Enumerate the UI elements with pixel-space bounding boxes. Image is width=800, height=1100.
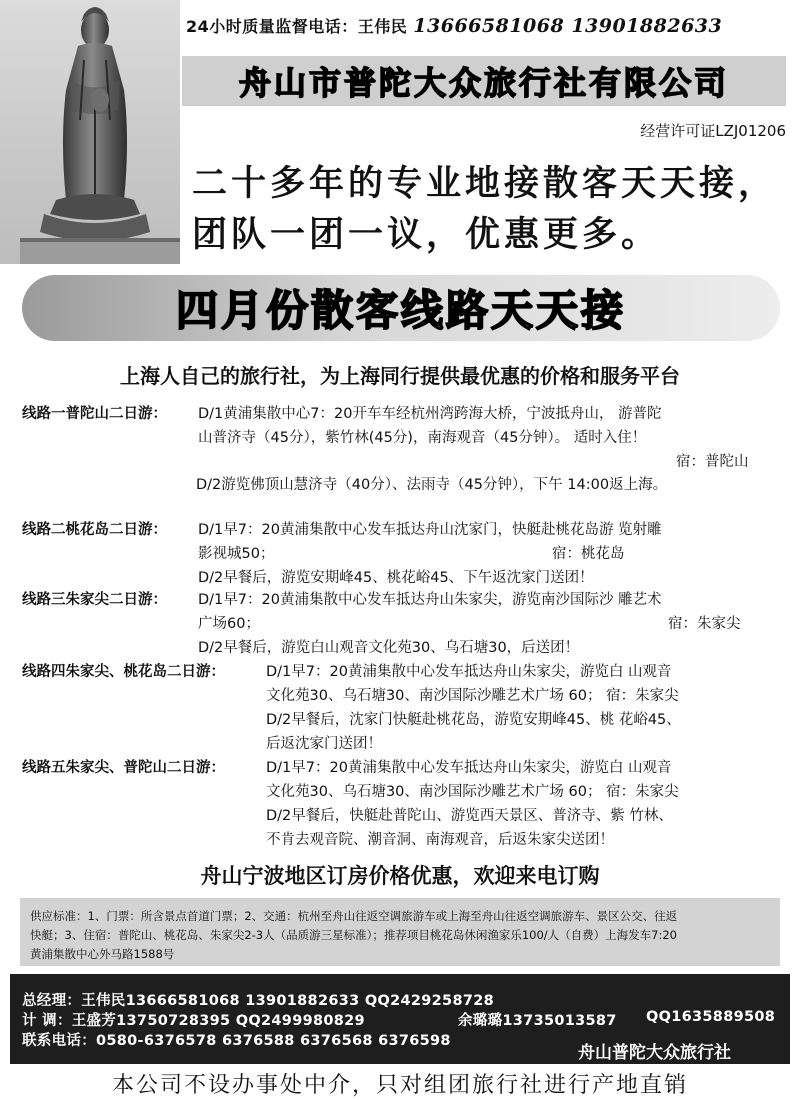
- hotline-label: 24小时质量监督电话：王伟民: [186, 17, 408, 36]
- route-4-line: 后返沈家门送团！: [266, 736, 382, 752]
- route-4-line: D/2早餐后，沈家门快艇赴桃花岛，游览安期峰45、桃 花峪45、: [266, 712, 681, 728]
- supply-standard-line: 供应标准：1、门票：所含景点首道门票；2、交通：杭州至舟山往返空调旅游车或上海至舟山往返空调旅游车、景区公交、往返: [30, 909, 678, 923]
- route-2-line: D/2早餐后，游览安期峰45、桃花峪45、下午返沈家门送团！: [198, 570, 594, 586]
- route-1-line: 山普济寺（45分），紫竹林(45分)，南海观音（45分钟）。 适时入住！: [198, 430, 647, 446]
- route-3-line: D/2早餐后，游览白山观音文化苑30、乌石塘30，后送团！: [198, 640, 580, 656]
- route-3-label: 线路三朱家尖二日游：: [22, 592, 167, 608]
- route-1-line: D/1黄浦集散中心7：20开车车经杭州湾跨海大桥，宁波抵舟山， 游普陀: [198, 406, 662, 422]
- planner-contact: 计 调：王盛芳13750728395 QQ2499980829: [22, 1013, 365, 1029]
- quality-hotline: [186, 14, 722, 37]
- banner-title: 四月份散客线路天天接: [175, 286, 626, 335]
- agency-brand-name: 舟山普陀大众旅行社: [578, 1043, 731, 1063]
- hotline-phones: 13666581068 13901882633: [413, 15, 723, 37]
- route-2-label: 线路二桃花岛二日游：: [22, 522, 167, 538]
- route-4-line: 文化苑30、乌石塘30、南沙国际沙雕艺术广场 60； 宿：朱家尖: [266, 688, 679, 704]
- guanyin-statue-photo: [0, 0, 180, 264]
- route-1-lodging: 宿：普陀山: [676, 454, 749, 470]
- route-4-line: D/1早7：20黄浦集散中心发车抵达舟山朱家尖，游览白 山观音: [266, 664, 672, 680]
- company-name: 舟山市普陀大众旅行社有限公司: [238, 64, 729, 102]
- footer-notice: 本公司不设办事处中介，只对组团旅行社进行产地直销: [111, 1073, 688, 1098]
- supply-standard-line: 快艇；3、住宿：普陀山、桃花岛、朱家尖2-3人（品质游三星标准）；推荐项目桃花岛休闲渔家乐100/人（自费）上海发车7:20: [30, 928, 677, 942]
- slogan-line-1: 二十多年的专业地接散客天天接，: [192, 164, 778, 204]
- route-4-label: 线路四朱家尖、桃花岛二日游：: [22, 664, 225, 680]
- hotel-booking-promo: 舟山宁波地区订房价格优惠，欢迎来电订购: [200, 864, 600, 888]
- april-routes-banner: [22, 275, 780, 341]
- statue-illustration: [0, 0, 180, 264]
- business-license: 经营许可证LZJ01206: [640, 122, 786, 140]
- planner-2-contact: 余璐璐13735013587: [458, 1013, 617, 1029]
- route-5-line: D/1早7：20黄浦集散中心发车抵达舟山朱家尖，游览白 山观音: [266, 760, 672, 776]
- route-1-label: 线路一普陀山二日游：: [22, 406, 167, 422]
- tagline: 上海人自己的旅行社，为上海同行提供最优惠的价格和服务平台: [120, 364, 680, 388]
- route-2-line: D/1早7：20黄浦集散中心发车抵达舟山沈家门，快艇赴桃花岛游 览射雕: [198, 522, 662, 538]
- company-name-banner: [182, 56, 786, 106]
- route-5-label: 线路五朱家尖、普陀山二日游：: [22, 760, 225, 776]
- contact-phones: 联系电话：0580-6376578 6376588 6376568 6376598: [22, 1033, 451, 1049]
- planner-2-qq: QQ1635889508: [646, 1009, 776, 1025]
- route-1-line: D/2游览佛顶山慧济寺（40分）、法雨寺（45分钟），下午 14:00返上海。: [196, 477, 668, 493]
- route-3-lodging: 宿：朱家尖: [668, 616, 741, 632]
- slogan-line-2: 团队一团一议，优惠更多。: [192, 215, 661, 255]
- route-3-line: 广场60；: [198, 616, 260, 632]
- route-5-line: D/2早餐后，快艇赴普陀山、游览西天景区、普济寺、紫 竹林、: [266, 808, 673, 824]
- route-3-line: D/1早7：20黄浦集散中心发车抵达舟山朱家尖，游览南沙国际沙 雕艺术: [198, 592, 662, 608]
- supply-standard-line: 黄浦集散中心外马路1588号: [30, 947, 175, 961]
- route-5-line: 不肯去观音院、潮音洞、南海观音，后返朱家尖送团！: [266, 832, 614, 848]
- route-2-lodging: 宿：桃花岛: [552, 546, 625, 562]
- general-manager-contact: 总经理：王伟民13666581068 13901882633 QQ2429258728: [22, 993, 494, 1009]
- route-5-line: 文化苑30、乌石塘30、南沙国际沙雕艺术广场 60； 宿：朱家尖: [266, 784, 679, 800]
- route-2-line: 影视城50；: [198, 546, 275, 562]
